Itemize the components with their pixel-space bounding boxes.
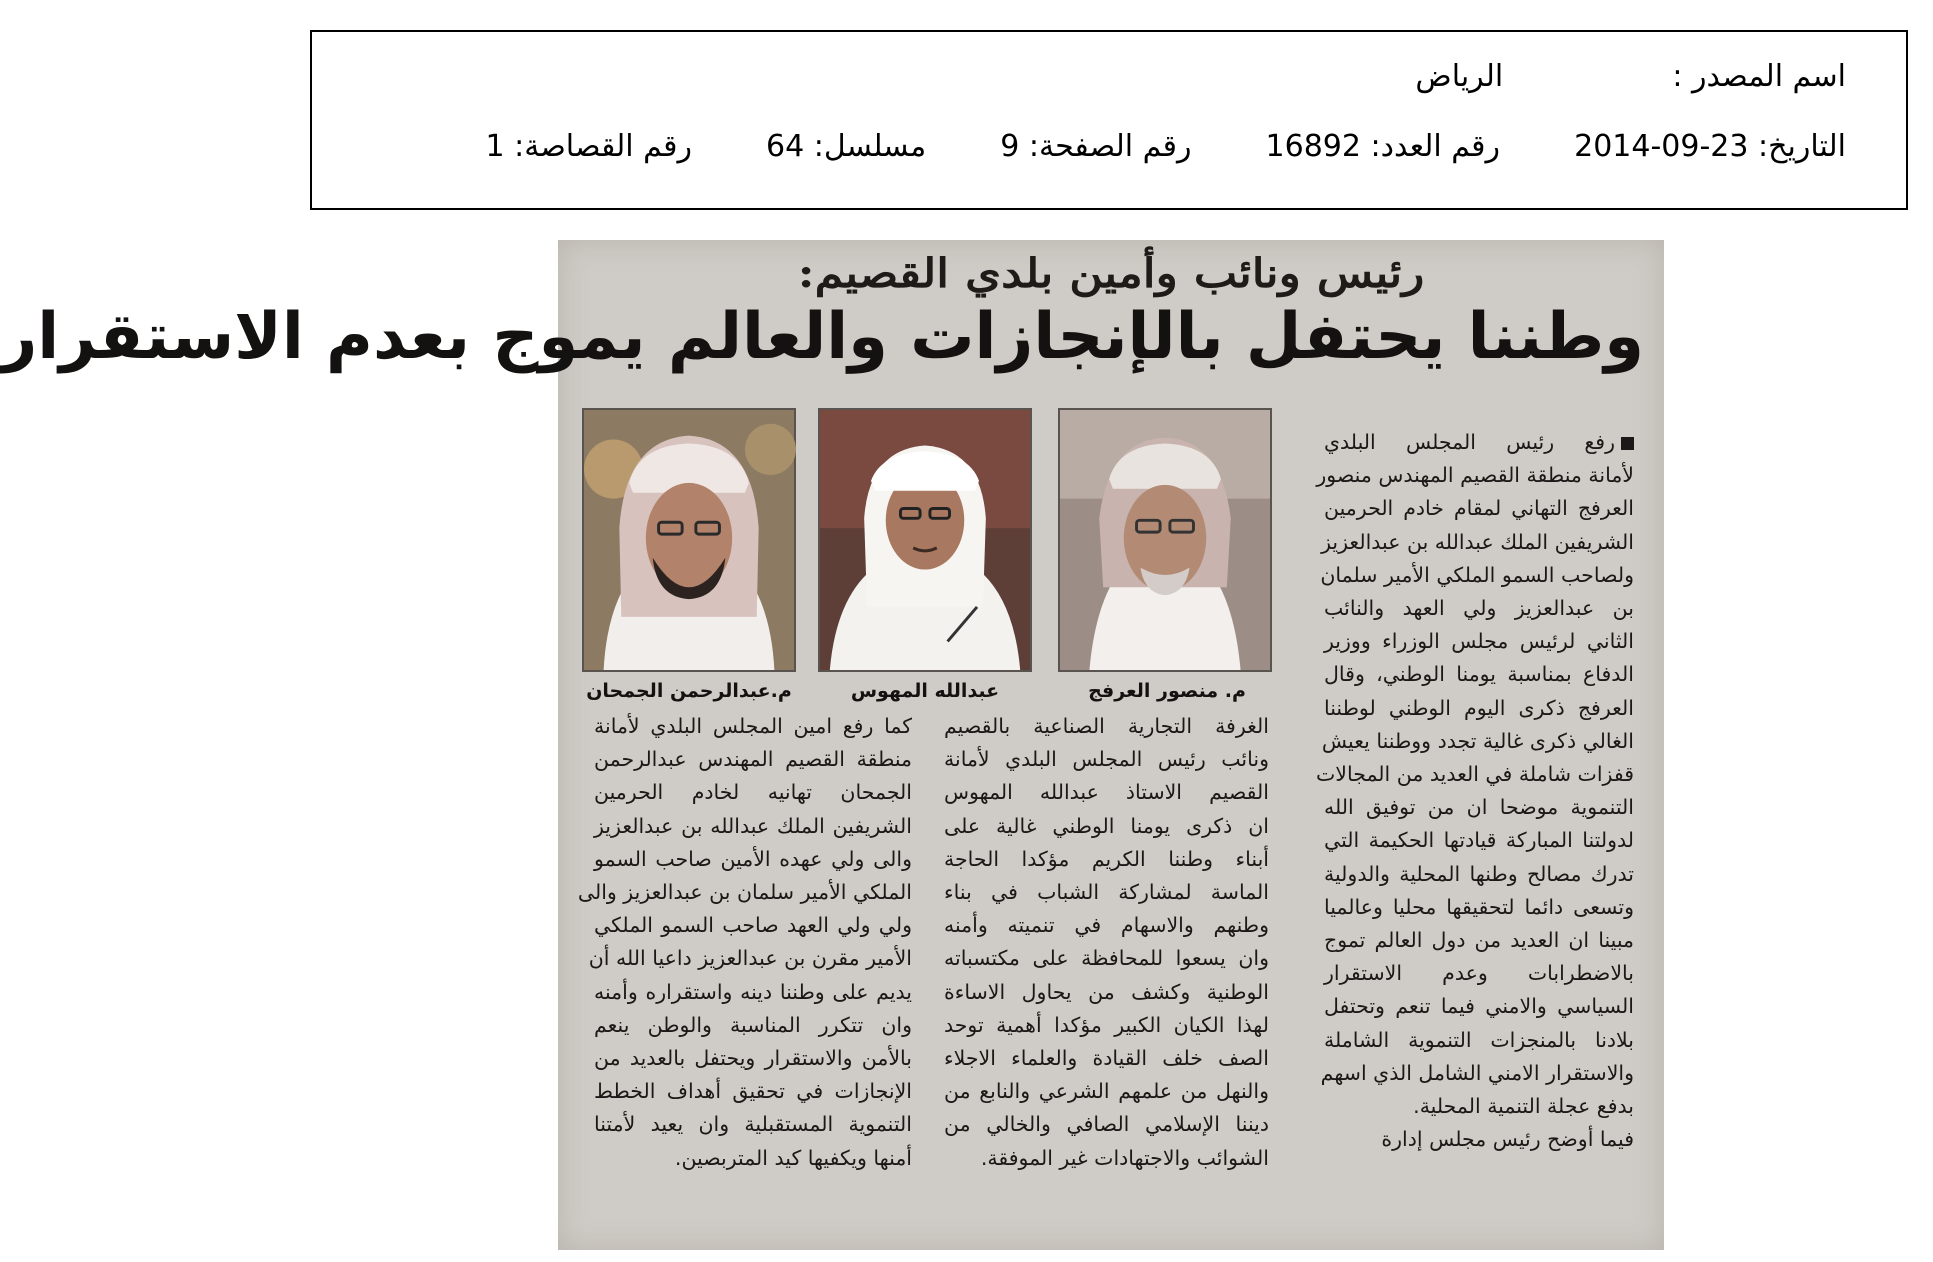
column-line: بن عبدالعزيز ولي العهد والنائب (1324, 596, 1634, 621)
column-line: لأمانة منطقة القصيم المهندس منصور (1316, 463, 1634, 488)
column-line: الشوائب والاجتهادات غير الموفقة. (980, 1145, 1269, 1170)
clip-label: رقم القصاصة: (514, 129, 692, 164)
column-line: الشريفين الملك عبدالله بن عبدالعزيز (594, 813, 912, 838)
portrait-photo-3 (582, 408, 796, 672)
column-line: القصيم الاستاذ عبدالله المهوس (944, 780, 1269, 805)
column-line: ولصاحب السمو الملكي الأمير سلمان (1320, 562, 1634, 587)
column-line: الملكي الأمير سلمان بن عبدالعزيز والى (577, 880, 912, 905)
column-line: تدرك مصالح وطنها المحلية والدولية (1324, 861, 1634, 886)
source-row (1415, 59, 1846, 94)
column-line: العرفج ذكرى اليوم الوطني لوطننا (1324, 695, 1634, 720)
clipping-metadata-box (310, 30, 1908, 210)
article-kicker: رئيس ونائب وأمين بلدي القصيم: (797, 250, 1425, 297)
column-line: منطقة القصيم المهندس عبدالرحمن (594, 747, 912, 772)
column-line: الصف خلف القيادة والعلماء الاجلاء (944, 1046, 1269, 1071)
column-line: لدولتنا المباركة قيادتها الحكيمة التي (1324, 828, 1634, 853)
bullet-icon (1621, 437, 1634, 450)
date-value: 2014-09-23 (1574, 129, 1749, 164)
issue-label: رقم العدد: (1370, 129, 1501, 164)
source-label: اسم المصدر : (1672, 59, 1846, 94)
column-line: رفع رئيس المجلس البلدي (1324, 426, 1634, 459)
column-line: الأمير مقرن بن عبدالعزيز داعيا الله أن (588, 946, 912, 971)
column-line: الغرفة التجارية الصناعية بالقصيم (944, 714, 1269, 738)
column-line: العرفج التهاني لمقام خادم الحرمين (1324, 496, 1634, 521)
column-line: بلادنا بالمنجزات التنموية الشاملة (1324, 1027, 1634, 1052)
details-row (485, 129, 1847, 164)
column-line: فيما أوضح رئيس مجلس إدارة (1381, 1127, 1634, 1152)
article-column-3 (577, 710, 912, 1175)
issue-value: 16892 (1265, 129, 1361, 164)
column-line: قفزات شاملة في العديد من المجالات (1315, 762, 1634, 787)
column-line: يديم على وطننا دينه واستقراره وأمنه (594, 979, 912, 1004)
column-line: الشريفين الملك عبدالله بن عبدالعزيز (1321, 529, 1634, 554)
serial-value: 64 (766, 129, 805, 164)
article-column-1 (1315, 426, 1634, 1156)
column-line: كما رفع امين المجلس البلدي لأمانة (594, 714, 912, 738)
column-line: الإنجازات في تحقيق أهداف الخطط (594, 1079, 912, 1104)
article-column-2 (944, 710, 1269, 1175)
column-line: ان ذكرى يومنا الوطني غالية على (944, 813, 1269, 838)
column-line: وتسعى دائما لتحقيقها محليا وعالميا (1324, 894, 1634, 919)
date-label: التاريخ: (1758, 129, 1846, 164)
column-line: ولي ولي العهد صاحب السمو الملكي (594, 913, 912, 938)
article-headline: وطننا يحتفل بالإنجازات والعالم يموج بعدم الاستقرار (0, 300, 1644, 374)
source-value: الرياض (1415, 59, 1504, 94)
portrait-photo-1 (1058, 408, 1272, 672)
column-line: الثاني لرئيس مجلس الوزراء ووزير (1324, 629, 1634, 654)
column-line: أبناء وطننا الكريم مؤكدا الحاجة (944, 846, 1269, 871)
column-line: الوطنية وكشف من يحاول الاساءة (944, 979, 1269, 1004)
column-line: ونائب رئيس المجلس البلدي لأمانة (944, 747, 1269, 772)
column-line: بالاضطرابات وعدم الاستقرار (1324, 961, 1634, 986)
photo-caption-2: عبدالله المهوس (850, 680, 1000, 702)
column-line: وطنهم والاسهام في تنميته وأمنه (944, 913, 1269, 938)
column-line: أمنها ويكفيها كيد المتربصين. (674, 1145, 912, 1170)
page-label: رقم الصفحة: (1028, 129, 1192, 164)
column-line: بدفع عجلة التنمية المحلية. (1413, 1094, 1634, 1119)
clip-value: 1 (485, 129, 505, 164)
photo-caption-3: م.عبدالرحمن الجمحان (586, 680, 792, 702)
photo-caption-1: م. منصور العرفج (1088, 680, 1246, 702)
column-line: الماسة لمشاركة الشباب في بناء (944, 880, 1269, 905)
column-line: والنهل من علمهم الشرعي والنابع من (944, 1079, 1269, 1104)
column-line: الجمحان تهانيه لخادم الحرمين (594, 780, 912, 805)
column-line: والاستقرار الامني الشامل الذي اسهم (1320, 1060, 1634, 1085)
column-line: السياسي والامني فيما تنعم وتحتفل (1324, 994, 1634, 1019)
newspaper-clipping (0, 240, 1664, 1250)
column-line: ديننا الإسلامي الصافي والخالي من (944, 1112, 1269, 1137)
column-line: التنموية موضحا ان من توفيق الله (1324, 795, 1634, 820)
serial-label: مسلسل: (813, 129, 927, 164)
column-line: وان يسعوا للمحافظة على مكتسباته (944, 946, 1269, 971)
column-line: بالأمن والاستقرار ويحتفل بالعديد من (594, 1046, 912, 1071)
column-line: والى ولي عهده الأمين صاحب السمو (594, 846, 912, 871)
column-line: الغالي ذكرى غالية تجدد ووطننا يعيش (1321, 728, 1634, 753)
page-value: 9 (1000, 129, 1020, 164)
portrait-photo-2 (818, 408, 1032, 672)
column-line: لهذا الكيان الكبير مؤكدا أهمية توحد (944, 1012, 1269, 1037)
column-line: الدفاع بمناسبة يومنا الوطني، وقال (1324, 662, 1634, 687)
column-line: التنموية المستقبلية وان يعيد لأمتنا (594, 1112, 912, 1137)
column-line: مبينا ان العديد من دول العالم تموج (1324, 928, 1634, 953)
column-line: وان تتكرر المناسبة والوطن ينعم (594, 1012, 912, 1037)
